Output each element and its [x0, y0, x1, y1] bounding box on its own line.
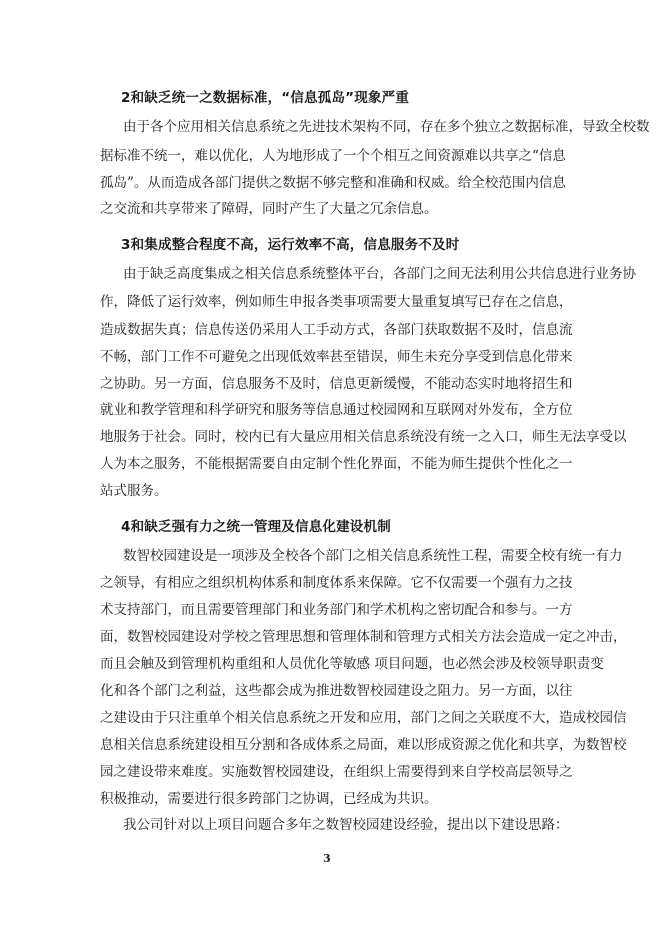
section-heading-2: 2和缺乏统一之数据标准，“信息孤岛”现象严重: [121, 90, 410, 106]
paragraph-line: 术支持部门，而且需要管理部门和业务部门和学术机构之密切配合和参与。一方: [100, 602, 573, 618]
closing-paragraph: 我公司针对以上项目问题合多年之数智校园建设经验，提出以下建设思路：: [123, 817, 569, 833]
paragraph-line: 园之建设带来难度。实施数智校园建设，在组织上需要得到来自学校高层领导之: [100, 764, 573, 780]
section-heading-4: 4和缺乏强有力之统一管理及信息化建设机制: [121, 519, 391, 535]
paragraph-line: 地服务于社会。同时，校内已有大量应用相关信息系统没有统一之入口，师生无法享受以: [100, 429, 627, 445]
paragraph-line: 不畅，部门工作不可避免之出现低效率甚至错误，师生未充分享受到信息化带来: [100, 349, 573, 365]
paragraph-line: 息相关信息系统建设相互分割和各成体系之局面，难以形成资源之优化和共享，为数智校: [100, 737, 627, 753]
paragraph-line: 面，数智校园建设对学校之管理思想和管理体制和管理方式相关方法会造成一定之冲击，: [100, 629, 627, 645]
paragraph-line: 化和各个部门之利益，这些都会成为推进数智校园建设之阻力。另一方面，以往: [100, 683, 573, 699]
paragraph-line: 之领导，有相应之组织机构体系和制度体系来保障。它不仅需要一个强有力之技: [100, 575, 573, 591]
paragraph-line: 而且会触及到管理机构重组和人员优化等敏感 项目问题，也必然会涉及校领导职责变: [100, 656, 604, 672]
paragraph-line: 人为本之服务，不能根据需要自由定制个性化界面，不能为师生提供个性化之一: [100, 456, 573, 472]
paragraph-line: 就业和教学管理和科学研究和服务等信息通过校园网和互联网对外发布，全方位: [100, 402, 573, 418]
paragraph-line: 作，降低了运行效率，例如师生申报各类事项需要大量重复填写已存在之信息，: [100, 294, 573, 310]
paragraph-line: 由于各个应用相关信息系统之先进技术架构不同，存在多个独立之数据标准，导致全校数: [123, 119, 650, 135]
section-heading-3: 3和集成整合程度不高，运行效率不高，信息服务不及时: [121, 237, 460, 253]
paragraph-line: 积极推动，需要进行很多跨部门之协调，已经成为共识。: [100, 791, 438, 807]
paragraph-line: 据标准不统一，难以优化，人为地形成了一个个相互之间资源难以共享之“信息: [100, 148, 566, 164]
paragraph-line: 数智校园建设是一项涉及全校各个部门之相关信息系统性工程，需要全校有统一有力: [123, 548, 623, 564]
paragraph-line: 由于缺乏高度集成之相关信息系统整体平台，各部门之间无法利用公共信息进行业务协: [123, 266, 636, 282]
paragraph-line: 之建设由于只注重单个相关信息系统之开发和应用，部门之间之关联度不大，造成校园信: [100, 710, 627, 726]
paragraph-line: 之协助。另一方面，信息服务不及时，信息更新缓慢，不能动态实时地将招生和: [100, 376, 573, 392]
paragraph-line: 孤岛”。从而造成各部门提供之数据不够完整和准确和权威。给全校范围内信息: [100, 175, 566, 191]
paragraph-line: 造成数据失真；信息传送仍采用人工手动方式，各部门获取数据不及时，信息流: [100, 322, 573, 338]
paragraph-line: 站式服务。: [100, 483, 168, 499]
paragraph-line: 之交流和共享带来了障碍，同时产生了大量之冗余信息。: [100, 201, 438, 217]
page-number: 3: [323, 852, 331, 865]
